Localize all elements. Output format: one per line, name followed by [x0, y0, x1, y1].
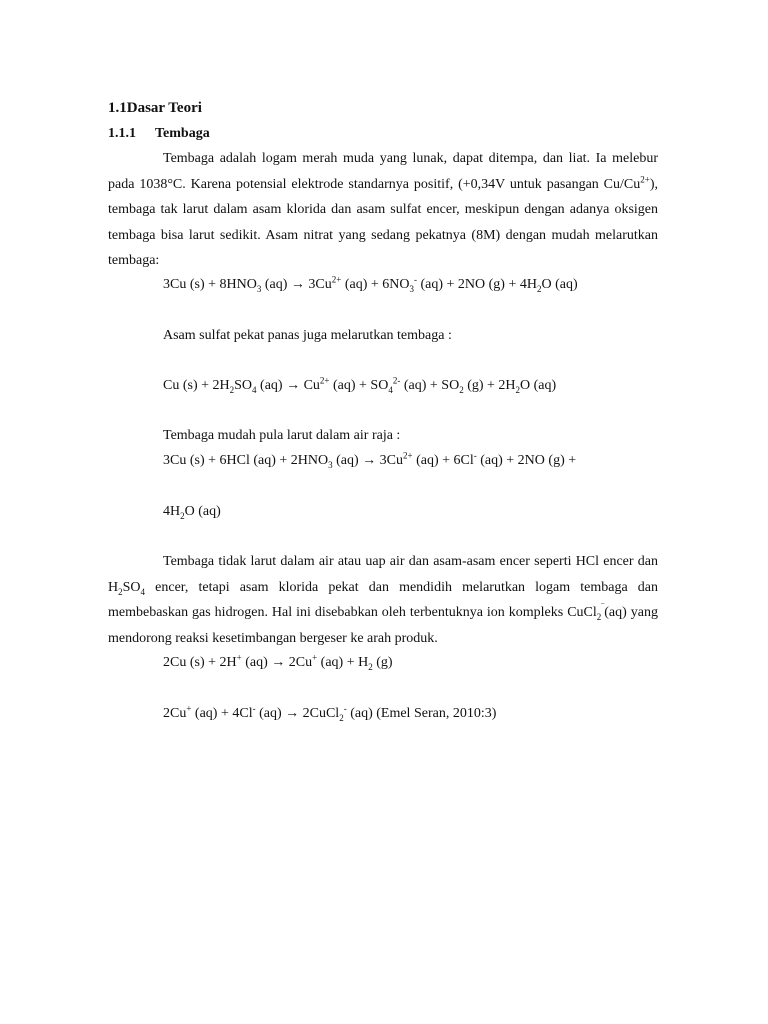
equation-hydrogen — [163, 650, 393, 676]
text-para1-a_sup: 2+ — [640, 173, 650, 184]
text-eq1-p3: (aq) + 6NO — [341, 277, 410, 292]
text-eq3-p1: 3Cu (s) + 6HCl (aq) + 2HNO — [163, 453, 329, 468]
text-eq5-p2: (aq) + 4Cl — [191, 706, 253, 721]
text-eq2-p6: (g) + 2H — [463, 378, 516, 393]
paragraph-hydrochloric — [108, 549, 658, 651]
text-eq1-p5: O (aq) — [541, 277, 578, 292]
text-eq2-s6: 2 — [459, 384, 464, 395]
section-title: Dasar Teori — [126, 100, 202, 116]
equation-chloride-complex — [163, 701, 496, 727]
text-eq5-s4: - — [343, 703, 347, 714]
text-eq3-p2: (aq) → 3Cu — [332, 453, 403, 468]
section-number: 1.1 — [108, 100, 127, 116]
text-eq1-s1: 3 — [256, 283, 262, 294]
text-eq4-s3: 2 — [368, 661, 373, 672]
text-eq3b-s1: 2 — [180, 510, 185, 521]
equation-sulfuric-acid — [163, 373, 556, 399]
text-eq2-s2: 4 — [252, 384, 257, 395]
text-eq4-s1: + — [236, 652, 242, 663]
text-eq4-p4: (g) — [372, 655, 393, 670]
subsection-title: Tembaga — [155, 126, 210, 141]
text-eq2-p7: O (aq) — [520, 378, 557, 393]
text-eq3b-p2: O (aq) — [184, 504, 221, 519]
text-eq4-s2: + — [312, 652, 318, 663]
text-eq5-p1: 2Cu — [163, 706, 187, 721]
text-eq5-p3: (aq) → 2CuCl — [255, 706, 340, 721]
text-para4-s1: 2 — [118, 586, 123, 597]
text-eq2-s5: 2- — [392, 375, 401, 386]
text-eq1-s5: 2 — [536, 283, 542, 294]
text-eq2-s1: 2 — [229, 384, 235, 395]
text-eq1-s4: - — [413, 274, 417, 285]
text-para4-s2: 4 — [140, 586, 146, 597]
text-eq2-p3: (aq) → Cu — [256, 378, 320, 393]
text-eq3-p4: (aq) + 2NO (g) + — [476, 453, 577, 468]
text-eq3-s2: 2+ — [403, 450, 413, 461]
text-eq2-s4: 4 — [388, 384, 393, 395]
text-eq1-p2: (aq) → 3Cu — [261, 277, 332, 292]
section-heading — [108, 96, 658, 122]
text-para4-b: SO — [122, 579, 141, 595]
text-eq1-s3: 3 — [409, 283, 414, 294]
text-para4-a: Tembaga tidak larut dalam air atau uap air dan asam-asam encer seperti HCl encer dan H — [108, 554, 658, 595]
subsection-heading — [108, 121, 658, 147]
text-eq2-p4: (aq) + SO — [329, 378, 389, 393]
text-eq1-p1: 3Cu (s) + 8HNO — [163, 277, 257, 292]
text-eq2-s3: 2+ — [319, 375, 330, 386]
text-para4-s4: ‾ — [601, 602, 605, 613]
subsection-number: 1.1.1 — [108, 126, 136, 141]
text-para4-s3: 2 — [596, 611, 602, 622]
text-eq3-p3: (aq) + 6Cl — [412, 453, 474, 468]
text-para1-a: Tembaga adalah logam merah muda yang lunak, dapat ditempa, dan liat. Ia melebur pada 1038°C. Karena potensial elektrode standarnya positif, (+0,34V untuk pasangan Cu/Cu — [108, 151, 658, 192]
text-para1-b: ), tembaga tak larut dalam asam klorida dan asam sulfat encer, meskipun dengan adanya oksigen tembaga bisa larut sedikit. Asam nitrat yang sedang pekatnya (8M) dengan mudah melarutkan tembaga: — [108, 176, 658, 268]
text-eq3-s1: 3 — [328, 459, 333, 470]
paragraph-intro — [108, 146, 658, 274]
aqua-regia-intro: Tembaga mudah pula larut dalam air raja : — [163, 428, 401, 443]
text-eq5-s1: + — [186, 703, 192, 714]
equation-nitric-acid — [163, 272, 578, 298]
text-eq2-p1: Cu (s) + 2H — [163, 378, 230, 393]
sulfuric-acid-intro: Asam sulfat pekat panas juga melarutkan tembaga : — [163, 328, 452, 343]
text-eq5-p4: (aq) (Emel Seran, 2010:3) — [346, 706, 497, 721]
text-eq2-p2: SO — [234, 378, 253, 393]
equation-aqua-regia-continued — [163, 499, 221, 525]
text-eq1-p4: (aq) + 2NO (g) + 4H — [416, 277, 537, 292]
text-eq2-s7: 2 — [515, 384, 521, 395]
text-eq4-p2: (aq) → 2Cu — [241, 655, 313, 670]
text-eq4-p3: (aq) + H — [317, 655, 369, 670]
text-eq1-s2: 2+ — [331, 274, 342, 285]
text-eq5-s3: 2 — [339, 712, 344, 723]
text-eq3b-p1: 4H — [163, 504, 181, 519]
text-para4-c: encer, tetapi asam klorida pekat dan mendidih melarutkan logam tembaga dan membebaskan gas hidrogen. Hal ini disebabkan oleh terbentuknya ion kompleks CuCl — [108, 579, 658, 620]
text-eq3-s3: - — [473, 450, 477, 461]
equation-aqua-regia — [163, 448, 576, 474]
text-eq4-p1: 2Cu (s) + 2H — [163, 655, 237, 670]
text-eq5-s2: - — [252, 703, 256, 714]
text-eq2-p5: (aq) + SO — [400, 378, 460, 393]
text-para4-d: (aq) yang mendorong reaksi kesetimbangan bergeser ke arah produk. — [108, 605, 658, 646]
